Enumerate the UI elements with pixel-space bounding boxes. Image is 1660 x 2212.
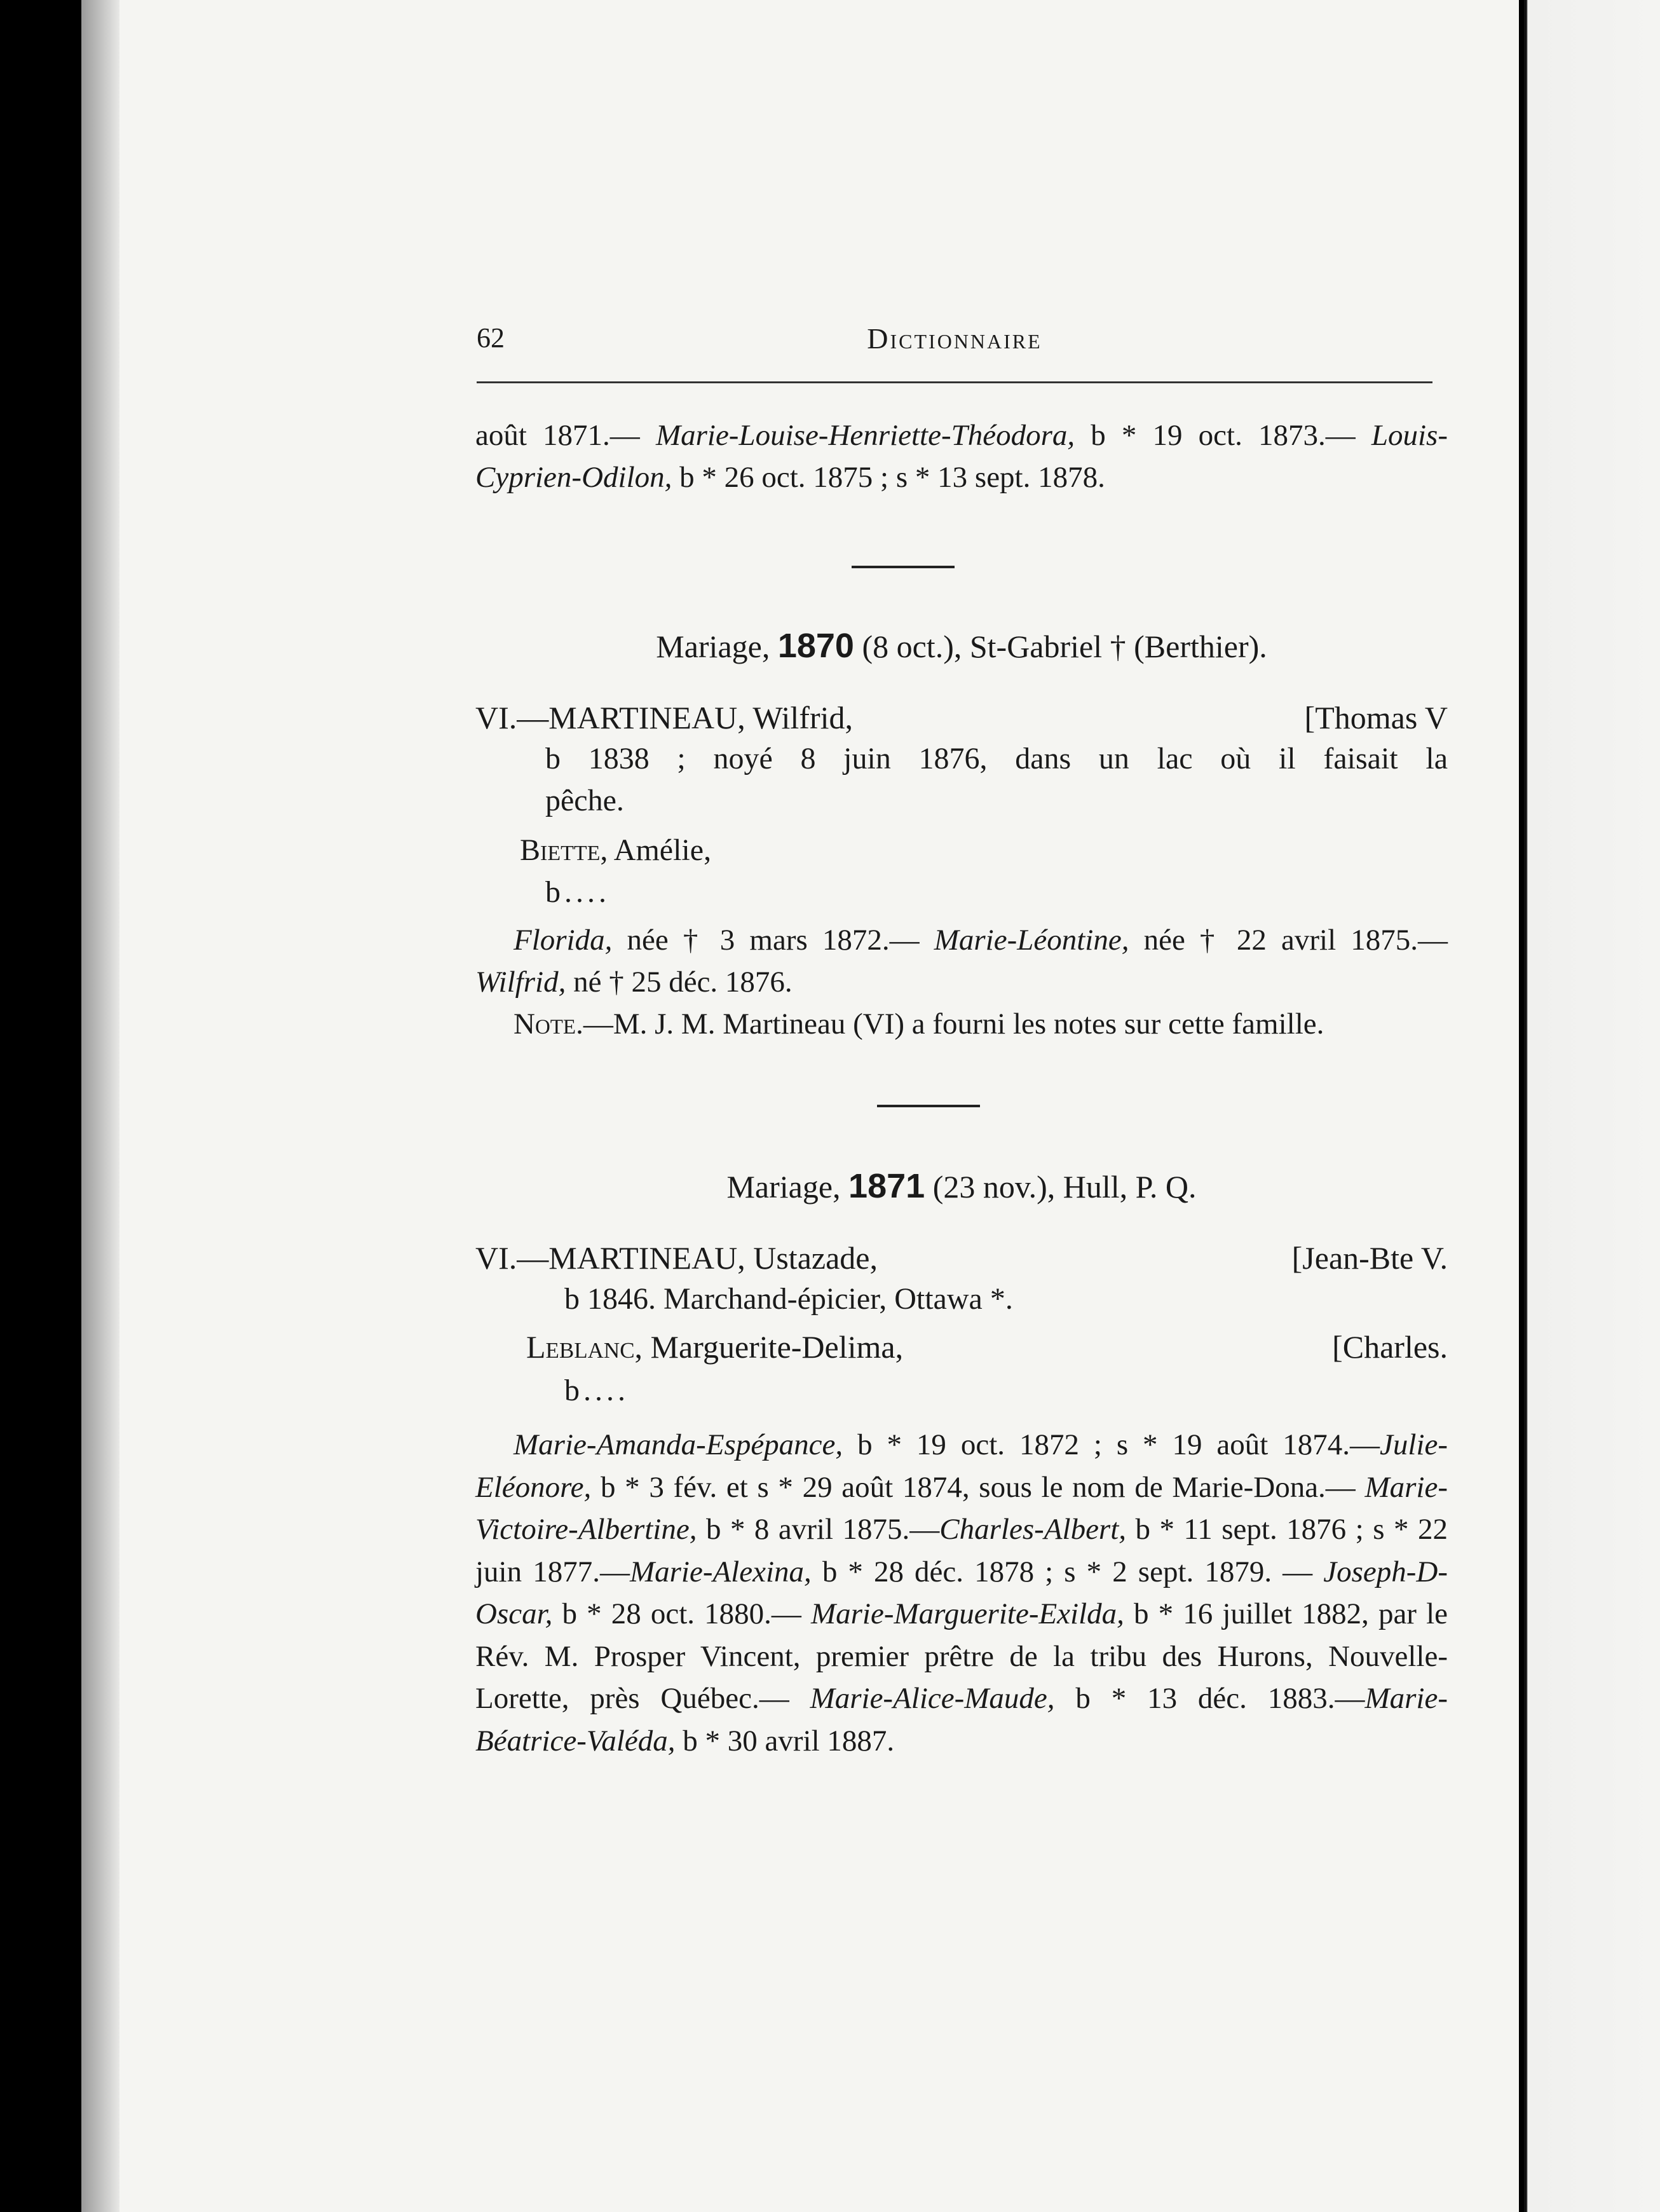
section-rule xyxy=(852,566,955,568)
child-name: Marie-Louise-Henriette-Théodora, xyxy=(655,419,1075,452)
child-name: Marie-Alice-Maude, xyxy=(810,1682,1055,1715)
note-paragraph: Note.—M. J. M. Martineau (VI) a fourni les notes sur cette famille. xyxy=(514,1007,1324,1041)
husband-father: [Jean-Bte V. xyxy=(1291,1240,1448,1276)
section-rule xyxy=(877,1105,980,1107)
child-name: Marie-Alexina, xyxy=(629,1555,812,1588)
child-name: Florida, xyxy=(514,924,613,957)
husband-line xyxy=(475,1239,1448,1281)
wife-line xyxy=(526,1328,1448,1370)
child-name: Charles-Albert, xyxy=(939,1513,1127,1546)
husband-line xyxy=(475,699,1448,741)
page-number: 62 xyxy=(477,322,505,353)
child-name: Marie-Marguerite-Exilda, xyxy=(810,1597,1124,1630)
husband-details-cont: pêche. xyxy=(545,784,624,817)
child-name: Marie-Léontine, xyxy=(934,924,1129,957)
header-rule xyxy=(477,381,1432,383)
wife-surname: Biette, xyxy=(520,833,608,867)
husband-father: [Thomas V xyxy=(1304,700,1448,735)
child-name: Louis-Cyprien-Odilon, xyxy=(475,419,1448,494)
wife-line xyxy=(520,833,711,868)
marriage-year: 1870 xyxy=(777,627,854,665)
running-head xyxy=(477,318,1432,362)
book-page xyxy=(81,0,1519,2212)
wife-given-name: Amélie, xyxy=(613,833,712,867)
wife-surname: Leblanc, xyxy=(526,1329,643,1365)
wife-given-name: Marguerite-Delima, xyxy=(650,1329,904,1365)
marriage-heading-1871: Mariage, 1871 (23 nov.), Hull, P. Q. xyxy=(726,1167,1197,1205)
husband-details: b 1838 ; noyé 8 juin 1876, dans un lac où il faisait la xyxy=(545,742,1448,775)
husband-details: b 1846. Marchand-épicier, Ottawa *. xyxy=(564,1282,1013,1316)
wife-details: b.... xyxy=(545,875,610,909)
wife-father: [Charles. xyxy=(1332,1329,1448,1365)
child-name: Marie-Amanda-Espépance, xyxy=(514,1428,843,1461)
children-paragraph: Marie-Amanda-Espépance, b * 19 oct. 1872 ; s * 19 août 1874.—Julie-Eléonore, b * 3 fév. et s * 29 août 1874, sous le nom de Marie-Dona.— Marie-Victoire-Albertine, b * 8 avril 1875.—Charles-Albert, b * 11 sept. 1876 ; s * 22 juin 1877.—Marie-Alexina, b * 28 déc. 1878 ; s * 2 sept. 1879. — Joseph-D-Oscar, b * 28 oct. 1880.— Marie-Marguerite-Exilda, b * 16 juillet 1882, par le Rév. M. Prosper Vincent, premier prêtre de la tribu des Hurons, Nouvelle-Lorette, près Québec.— Marie-Alice-Maude, b * 13 déc. 1883.—Marie-Béatrice-Valéda, b * 30 avril 1887. xyxy=(475,1428,1448,1758)
child-name: Wilfrid, xyxy=(475,966,566,999)
running-title: Dictionnaire xyxy=(867,322,1042,355)
child-name: Marie-Victoire-Albertine, xyxy=(475,1470,1448,1546)
husband-name: VI.—MARTINEAU, Wilfrid, xyxy=(475,700,853,735)
child-name: Marie-Béatrice-Valéda, xyxy=(475,1682,1448,1758)
note-label: Note. xyxy=(514,1007,583,1041)
wife-details: b.... xyxy=(564,1374,629,1407)
child-name: Julie-Eléonore, xyxy=(475,1428,1448,1504)
binding-shadow xyxy=(81,0,119,2212)
husband-name: VI.—MARTINEAU, Ustazade, xyxy=(475,1240,878,1276)
marriage-heading-1870: Mariage, 1870 (8 oct.), St-Gabriel † (Berthier). xyxy=(656,627,1267,665)
continuation-paragraph: août 1871.— Marie-Louise-Henriette-Théodora, b * 19 oct. 1873.— Louis-Cyprien-Odilon, b * 26 oct. 1875 ; s * 13 sept. 1878. xyxy=(475,419,1448,494)
facing-page-edge xyxy=(1524,0,1660,2212)
children-paragraph: Florida, née † 3 mars 1872.— Marie-Léontine, née † 22 avril 1875.— Wilfrid, né † 25 déc. 1876. xyxy=(475,924,1448,999)
child-name: Joseph-D-Oscar, xyxy=(475,1555,1448,1630)
marriage-year: 1871 xyxy=(848,1167,925,1205)
